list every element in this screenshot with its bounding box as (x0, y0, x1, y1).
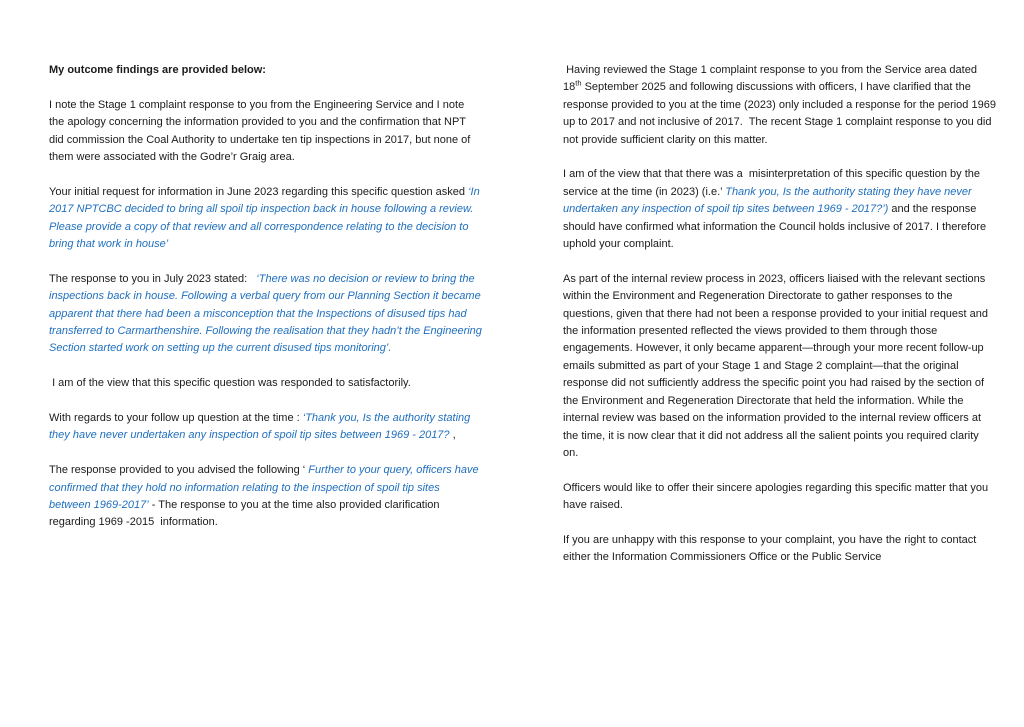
heading-text: My outcome findings are provided below: (49, 64, 266, 76)
body-text: With regards to your follow up question at the time : (49, 412, 303, 425)
paragraph (563, 271, 996, 462)
paragraph (563, 532, 996, 567)
quoted-text: ‘In 2017 NPTCBC decided to bring all spoil tip inspection back in house following a review. Please provide a copy of that review and all correspondence relating to the decision to bring that work in house’ (49, 185, 483, 251)
paragraph (49, 410, 482, 445)
quoted-text: ‘There was no decision or review to bring the inspections back in house. Following a verbal query from our Planning Section it became apparent that there had been a misconception that the Inspections of disused tips had transferred to Carmarthenshire. Following the realisation that they hadn’t the Engineering Section started work on setting up the current disused tips monitoring’. (49, 272, 485, 355)
paragraph (49, 375, 482, 392)
body-text: The response to you in July 2023 stated: (49, 272, 257, 285)
body-text: and the response should have confirmed what information the Council holds inclusive of 2017. I therefore uphold your complaint. (563, 203, 990, 251)
superscript-text: th (575, 78, 582, 88)
body-text: - The response to you at the time also provided clarification regarding 1969 -2015 information. (49, 499, 443, 529)
paragraph (49, 97, 482, 167)
paragraph (563, 62, 1000, 149)
body-text: September 2025 and following discussions with officers, I have clarified that the response provided to you at the time (2023) only included a response for the period 1969 up to 2017 and not inclusive of 2017. The recent Stage 1 complaint response to you did not provide sufficient clarity on this matter. (563, 81, 1000, 146)
body-text: Your initial request for information in June 2023 regarding this specific question asked (49, 185, 469, 198)
paragraph (563, 480, 996, 515)
body-text: As part of the internal review process in 2023, officers liaised with the relevant sections within the Environment and Regeneration Directorate to gather responses to the questions, given that there had not been a response provided to your initial request and the information presented reflected the views provided to them through those engagements. However, it only became apparent—through your more recent follow-up emails submitted as part of your Stage 1 and Stage 2 complaint—that the original response did not sufficiently address the specific point you had raised by the section of the Environment and Regeneration Directorate that held the information. While the internal review was based on the information provided to the internal review officers at the time, it is now clear that it did not address all the salient points you required clarity on. (563, 272, 992, 459)
right-column (563, 62, 1000, 584)
body-text: I am of the view that this specific question was responded to satisfactorily. (49, 377, 411, 390)
paragraph (49, 62, 482, 79)
quoted-text: ‘Thank you, Is the authority stating they have never undertaken any inspection of spoil tip sites between 1969 - 2017? (49, 412, 474, 442)
body-text: I note the Stage 1 complaint response to you from the Engineering Service and I note the apology concerning the information provided to you and the confirmation that NPT did commission the Coal Authority to undertake ten tip inspections in 2017, but none of them were associated with the Godre’r Graig area. (49, 98, 474, 164)
left-column (49, 62, 485, 549)
paragraph (49, 184, 482, 254)
body-text: I am of the view that that there was a misinterpretation of this specific question by the service at the time (in 2023) (i.e.’ (563, 168, 984, 198)
quoted-text: Thank you, Is the authority stating they have never undertaken any inspection of spoil tip sites between 1969 - 2017?’) (563, 185, 975, 216)
body-text: The response provided to you advised the following ‘ (49, 464, 309, 477)
body-text: Officers would like to offer their sincere apologies regarding this specific matter that you have raised. (563, 481, 992, 512)
body-text: Having reviewed the Stage 1 complaint response to you from the Service area dated 18 (563, 64, 981, 94)
paragraph (49, 271, 485, 358)
paragraph (563, 166, 996, 253)
body-text: , (449, 429, 456, 442)
quoted-text: Further to your query, officers have confirmed that they hold no information relating to the inspection of spoil tip sites between 1969-2017’ (49, 464, 482, 512)
body-text: If you are unhappy with this response to your complaint, you have the right to contact either the Information Commissioners Office or the Public Service (563, 533, 980, 564)
paragraph (49, 462, 482, 532)
